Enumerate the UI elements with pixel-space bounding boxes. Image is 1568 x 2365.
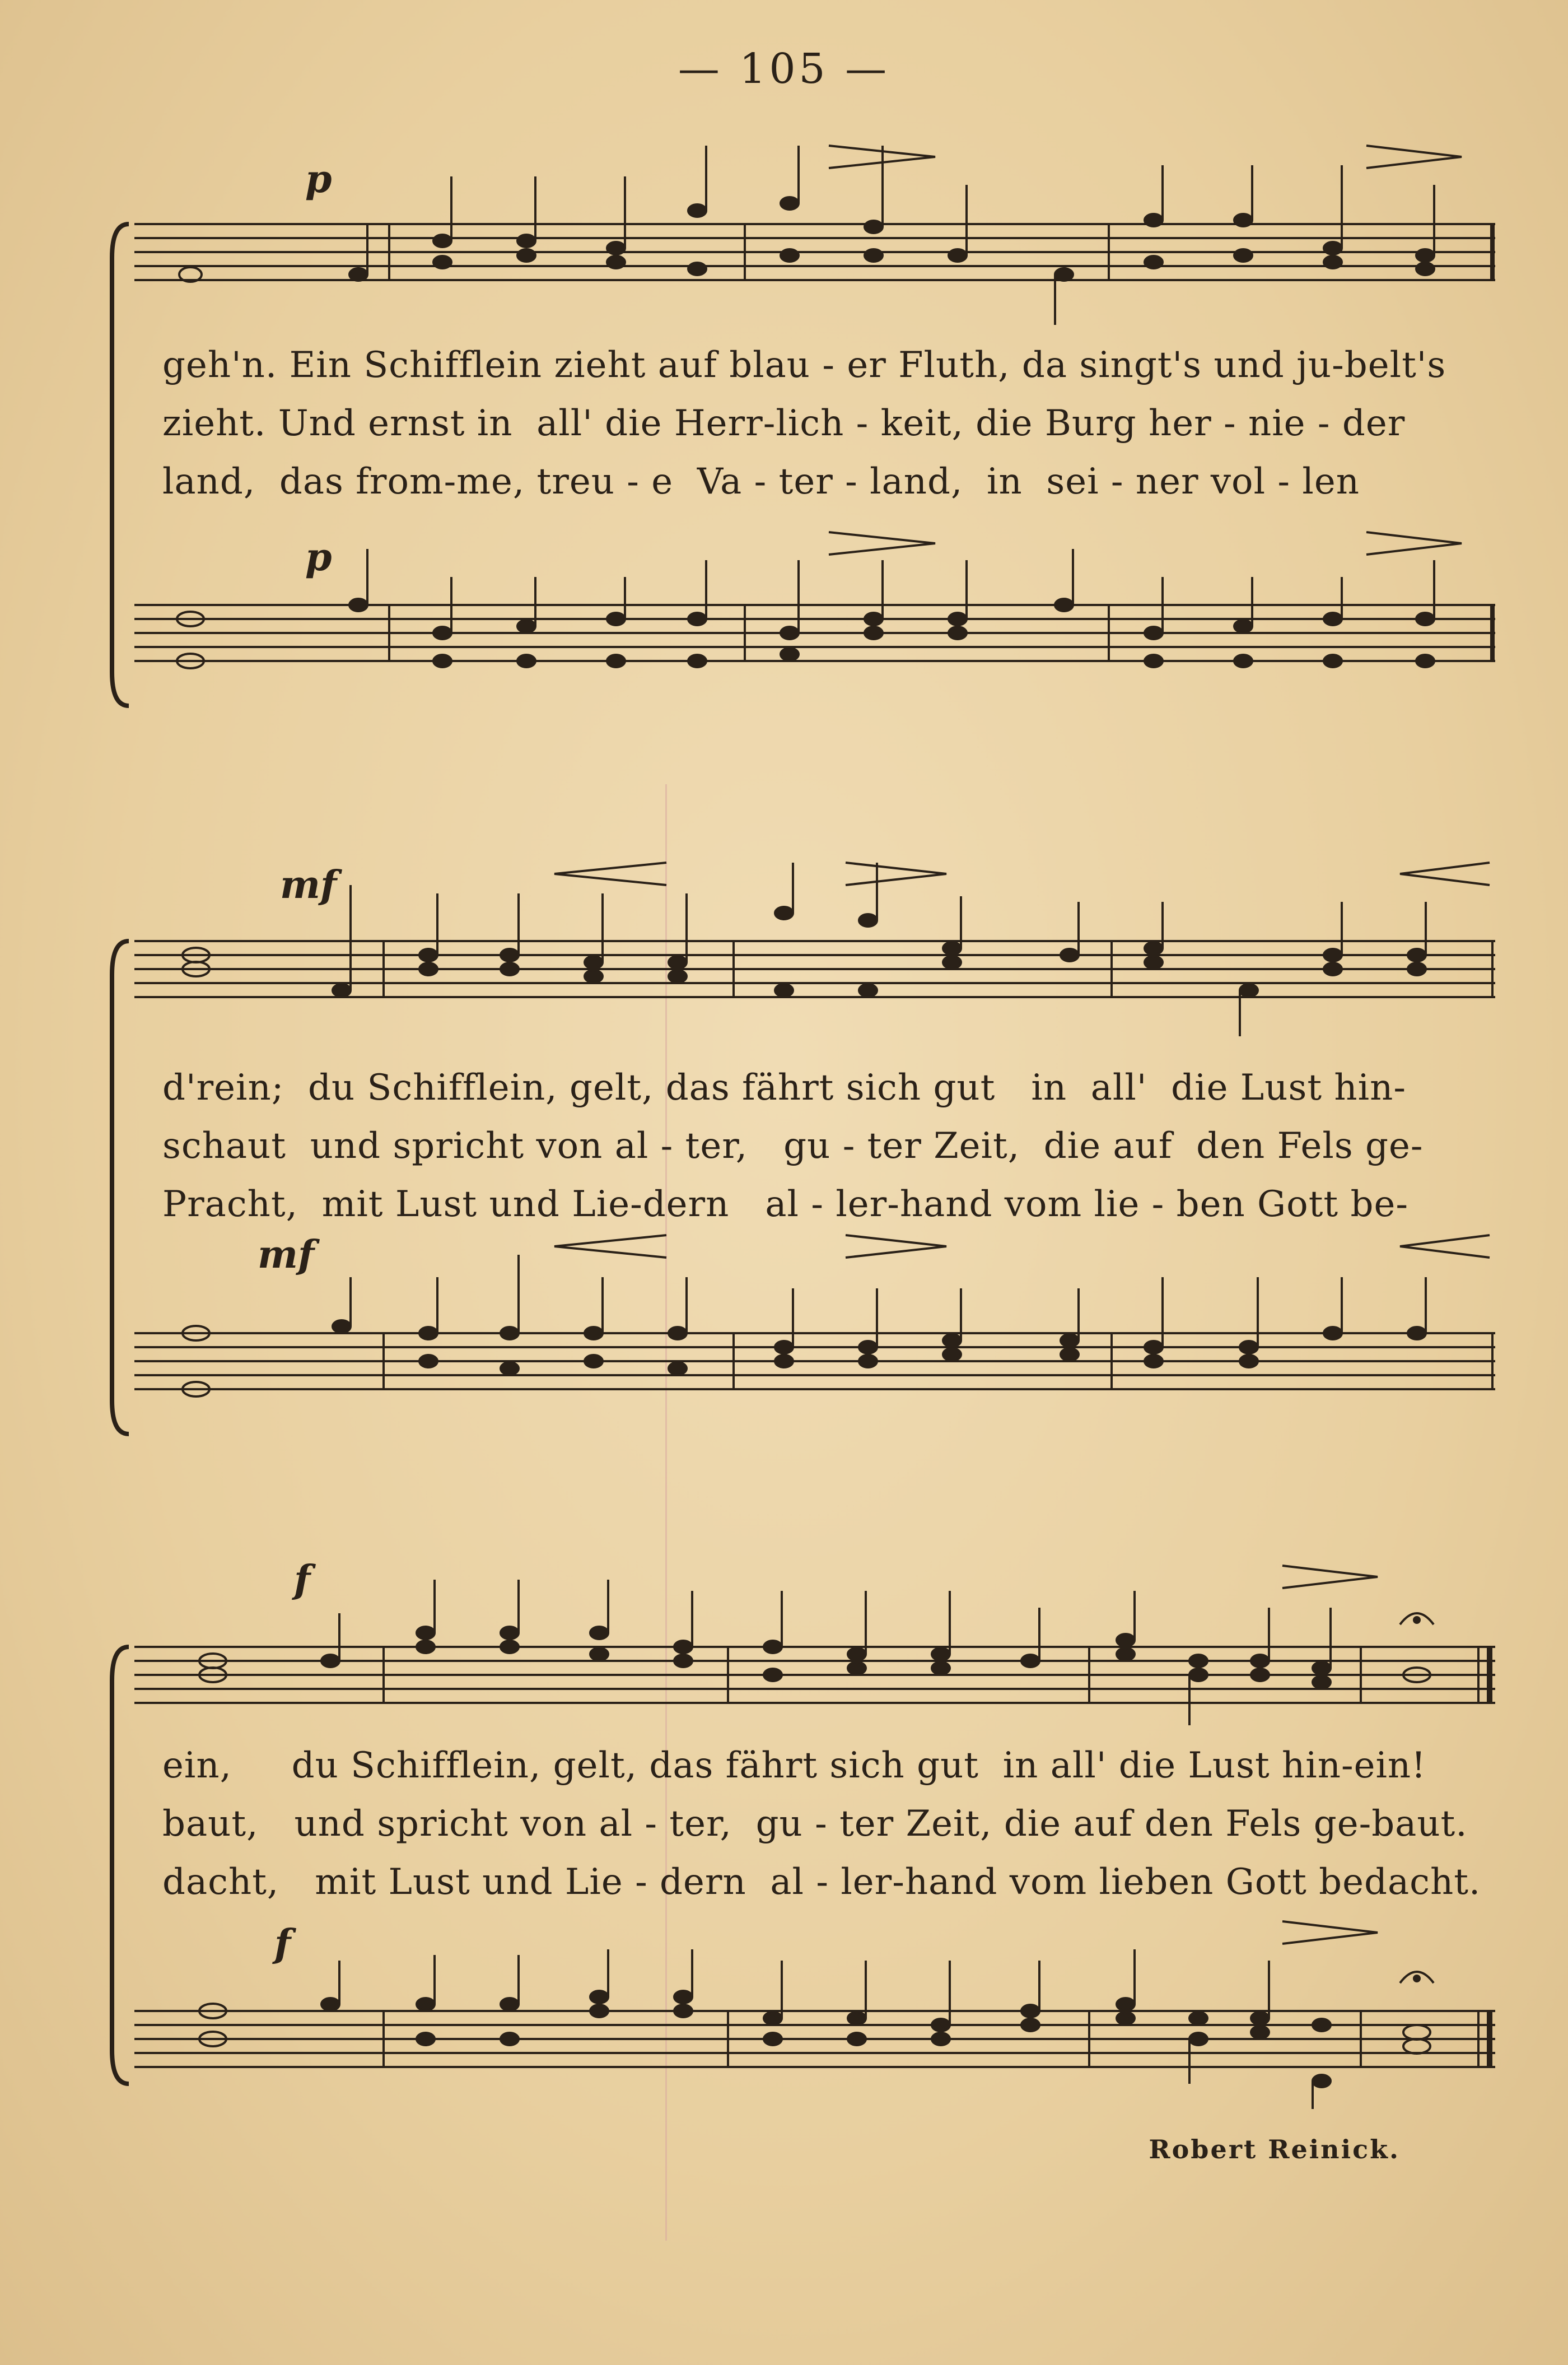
music-system-3: [0, 1557, 1568, 2117]
lyric-line: zieht. Und ernst in all' die Herr-lich - keit, die Burg her - nie - der: [162, 403, 1406, 444]
lyric-line: dacht, mit Lust und Lie - dern al - ler-hand vom lieben Gott bedacht.: [162, 1861, 1481, 1903]
dynamic-marking-upper: p: [305, 157, 332, 202]
dynamic-marking-lower: mf: [258, 1232, 315, 1277]
lyric-line: schaut und spricht von al - ter, gu - ter Zeit, die auf den Fels ge-: [162, 1125, 1424, 1167]
lyric-line: geh'n. Ein Schifflein zieht auf blau - er Fluth, da singt's und ju-belt's: [162, 344, 1446, 386]
dynamic-marking-lower: f: [274, 1921, 291, 1966]
dynamic-marking-lower: p: [305, 535, 332, 580]
music-system-2: [0, 840, 1568, 1468]
lyric-line: ein, du Schifflein, gelt, das fährt sich gut in all' die Lust hin-ein!: [162, 1745, 1426, 1786]
dynamic-marking-upper: mf: [280, 863, 337, 907]
page-number: — 105 —: [678, 45, 890, 93]
lyric-line: Pracht, mit Lust und Lie-dern al - ler-hand vom lie - ben Gott be-: [162, 1184, 1408, 1225]
music-system-1: [0, 112, 1568, 739]
lyric-line: d'rein; du Schifflein, gelt, das fährt sich gut in all' die Lust hin-: [162, 1067, 1406, 1109]
composer-attribution: Robert Reinick.: [1149, 2134, 1400, 2164]
dynamic-marking-upper: f: [294, 1557, 311, 1602]
lyric-line: land, das from-me, treu - e Va - ter - land, in sei - ner vol - len: [162, 461, 1360, 502]
lyric-line: baut, und spricht von al - ter, gu - ter Zeit, die auf den Fels ge-baut.: [162, 1803, 1468, 1845]
